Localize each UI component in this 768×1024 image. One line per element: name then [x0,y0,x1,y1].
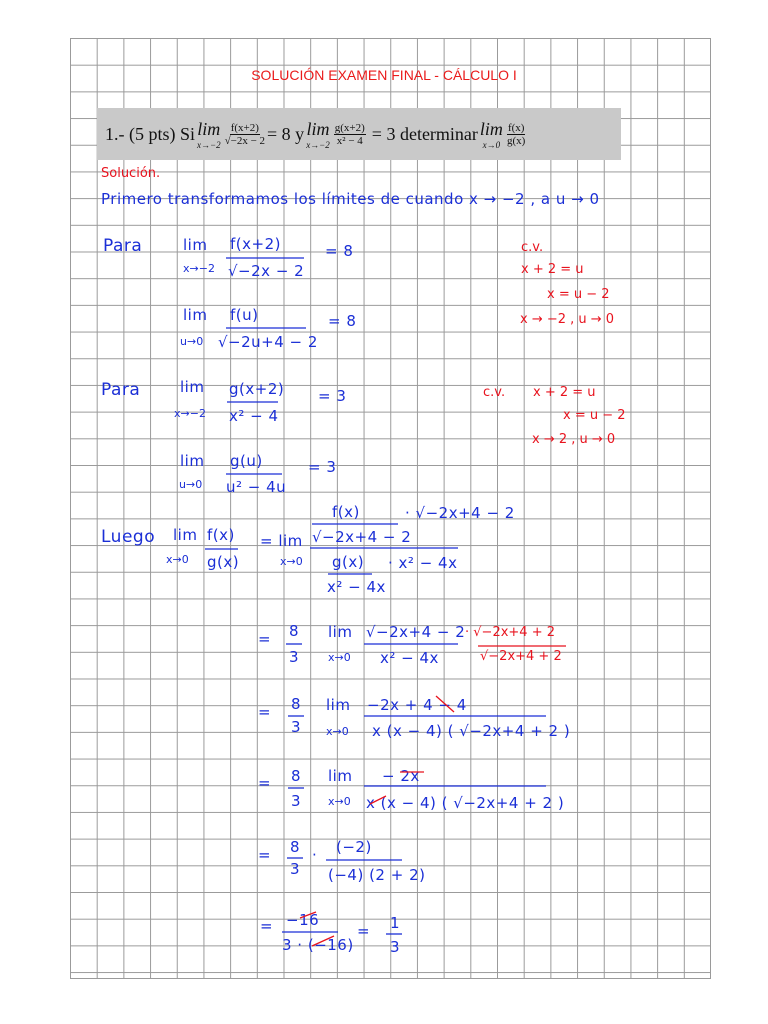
step4-equals: = 3 [308,458,337,476]
eq6-expr-numerator: −2x + 4 − 4 [367,696,467,714]
step2-equals: = 8 [328,312,357,330]
lim-word: lim [479,118,503,139]
luego-eq-lim: = lim [260,532,303,550]
luego-label: Luego [101,527,156,547]
step3-cv-1: x + 2 = u [533,385,596,400]
eq8-coef-num: 8 [290,838,301,856]
eq8-dot: · [312,846,318,864]
eq7-equals: = [258,774,272,792]
step2-lim: lim [183,306,208,324]
eq5-lim: lim [328,623,353,641]
solution-label: Solución. [101,166,161,181]
step3-cv-label: c.v. [483,385,506,400]
problem-prefix: 1.- (5 pts) Si [105,123,195,144]
lim-subscript: x→−2 [197,139,221,150]
luego-lim: lim [173,526,198,544]
lim-subscript: x→0 [482,139,501,150]
cancel-mark-1 [436,696,454,712]
luego-multiplier-2: · x² − 4x [388,554,458,572]
step1-lim: lim [183,236,208,254]
eq8-expr-denominator: (−4) (2 + 2) [328,866,426,884]
eq8-equals: = [258,846,272,864]
eq6-lim: lim [326,696,351,714]
step1-cv-2: x = u − 2 [547,287,610,302]
eq6-equals: = [258,703,272,721]
problem-equals-1: = 8 y [267,123,305,144]
eq5-lim-sub: x→0 [328,651,351,664]
eq9-numerator: −16 [286,911,320,929]
step3-denominator: x² − 4 [229,407,279,425]
luego-inner-numerator-2: g(x) [332,553,365,571]
luego-numerator: f(x) [207,526,235,544]
eq9-result-denominator: 3 [390,938,401,956]
step3-lim-sub: x→−2 [174,407,206,420]
step4-numerator: g(u) [230,452,263,470]
luego-multiplier-1: · √−2x+4 − 2 [405,504,515,522]
luego-inner-numerator: f(x) [332,503,360,521]
cancel-mark-5 [312,936,334,946]
step2-numerator: f(u) [230,306,259,324]
fraction-numerator: f(x) [507,121,525,134]
step3-numerator: g(x+2) [229,380,285,398]
step1-cv-1: x + 2 = u [521,262,584,277]
eq7-expr-denominator: x (x − 4) ( √−2x+4 + 2 ) [366,794,565,812]
cancel-mark-4 [300,912,316,918]
fraction-denominator: √−2x − 2 [224,134,266,147]
eq9-result-numerator: 1 [390,914,401,932]
step1-numerator: f(x+2) [230,235,281,253]
eq6-expr-denominator: x (x − 4) ( √−2x+4 + 2 ) [372,722,571,740]
step3-equals: = 3 [318,387,347,405]
luego-inner-denominator-2: x² − 4x [327,578,386,596]
eq9-denominator: 3 · (−16) [282,936,354,954]
lim-word: lim [197,118,221,139]
step4-denominator: u² − 4u [226,478,287,496]
step2-lim-sub: u→0 [180,335,204,348]
step1-denominator: √−2x − 2 [228,262,305,280]
para-label-1: Para [103,236,143,256]
eq7-coef-den: 3 [291,792,302,810]
page-title: SOLUCIÓN EXAMEN FINAL - CÁLCULO I [251,67,517,83]
eq5-conj-denominator: √−2x+4 + 2 [480,649,562,664]
luego-inner-denominator: √−2x+4 − 2 [312,528,412,546]
eq7-coef-num: 8 [291,767,302,785]
problem-equals-2: = 3 determinar [371,123,478,144]
luego-lim-sub: x→0 [166,553,189,566]
eq7-expr-numerator: − 2x [382,767,420,785]
eq6-coef-num: 8 [291,695,302,713]
eq9-equals: = [260,917,274,935]
step2-denominator: √−2u+4 − 2 [218,333,318,351]
eq5-coef-num: 8 [289,622,300,640]
eq5-coef-den: 3 [289,648,300,666]
step4-lim-sub: u→0 [179,478,203,491]
luego-eq-lim-sub: x→0 [280,555,303,568]
lim-subscript: x→−2 [306,139,330,150]
lim-word: lim [306,118,330,139]
para-label-2: Para [101,380,141,400]
eq7-lim-sub: x→0 [328,795,351,808]
step1-equals: = 8 [325,242,354,260]
step1-cv-3: x → −2 , u → 0 [520,312,615,327]
eq9-equals-2: = [357,922,371,940]
eq7-lim: lim [328,767,353,785]
step4-lim: lim [180,452,205,470]
step1-lim-sub: x→−2 [183,262,215,275]
eq5-conj-numerator: · √−2x+4 + 2 [465,625,555,640]
step1-cv-label: c.v. [521,240,544,255]
fraction-denominator: x² − 4 [336,134,363,147]
eq6-coef-den: 3 [291,718,302,736]
cancel-mark-3 [370,796,386,804]
eq8-coef-den: 3 [290,860,301,878]
step3-lim: lim [180,378,205,396]
fraction-numerator: f(x+2) [230,121,259,134]
fraction-denominator: g(x) [507,134,526,147]
step3-cv-2: x = u − 2 [563,408,626,423]
fraction-numerator: g(x+2) [334,121,365,134]
luego-denominator: g(x) [207,553,240,571]
intro-line: Primero transformamos los límites de cuando x → −2 , a u → 0 [101,190,600,208]
eq8-expr-numerator: (−2) [336,838,372,856]
eq5-expr-numerator: √−2x+4 − 2 [366,623,466,641]
step3-cv-3: x → 2 , u → 0 [532,432,616,447]
eq5-expr-denominator: x² − 4x [380,649,439,667]
eq5-equals: = [258,630,272,648]
eq6-lim-sub: x→0 [326,725,349,738]
